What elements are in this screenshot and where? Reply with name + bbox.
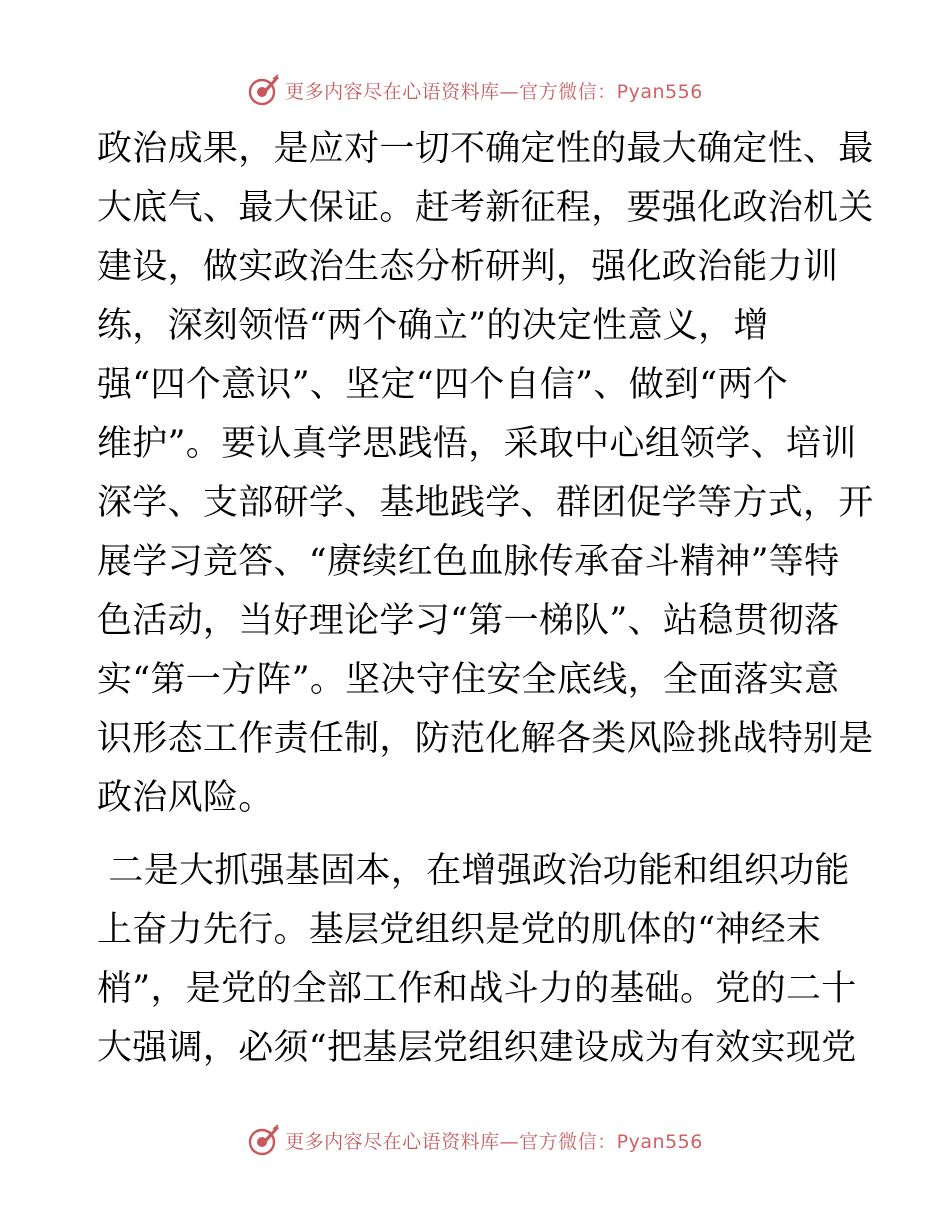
text-line: 政治风险。: [97, 778, 274, 818]
text-line: 强“四个意识”、坚定“四个自信”、做到“两个: [97, 365, 789, 405]
text-line: 识形态工作责任制，防范化解各类风险挑战特别是: [97, 719, 874, 759]
text-line: 展学习竞答、“赓续红色血脉传承奋斗精神”等特: [97, 542, 840, 582]
paragraph: [97, 842, 857, 1078]
text-line: 深学、支部研学、基地践学、群团促学等方式，开: [97, 483, 874, 523]
text-line: 梢”，是党的全部工作和战斗力的基础。党的二十: [97, 969, 857, 1009]
watermark-wechat: 官方微信：Pyan556: [519, 1130, 703, 1153]
paragraph-spacer: [97, 828, 857, 842]
text-line: 色活动，当好理论学习“第一梯队”、站稳贯彻落: [97, 601, 840, 641]
document-body: [97, 120, 874, 1078]
text-line: 政治成果，是应对一切不确定性的最大确定性、最: [97, 129, 874, 169]
text-line: 练，深刻领悟“两个确立”的决定性意义，增: [97, 306, 769, 346]
text-line: 上奋力先行。基层党组织是党的肌体的“神经末: [97, 910, 822, 950]
text-line: 建设，做实政治生态分析研判，强化政治能力训: [97, 247, 839, 287]
quill-seal-icon: [247, 73, 281, 107]
text-line: 大底气、最大保证。赶考新征程，要强化政治机关: [97, 188, 874, 228]
header-watermark: [0, 70, 950, 110]
text-line: 二是大抓强基固本，在增强政治功能和组织功能: [97, 851, 850, 891]
paragraph: [97, 120, 874, 828]
text-line: 大强调，必须“把基层党组织建设成为有效实现党: [97, 1028, 857, 1068]
watermark-text: 更多内容尽在心语资料库—官方微信：Pyan556: [285, 80, 703, 103]
quill-seal-icon: [247, 1123, 281, 1157]
text-line: 维护”。要认真学思践悟，采取中心组领学、培训: [97, 424, 857, 464]
watermark-text: 更多内容尽在心语资料库—官方微信：Pyan556: [285, 1130, 703, 1153]
footer-watermark: [0, 1120, 950, 1160]
watermark-wechat: 官方微信：Pyan556: [519, 80, 703, 103]
text-line: 实“第一方阵”。坚决守住安全底线，全面落实意: [97, 660, 840, 700]
